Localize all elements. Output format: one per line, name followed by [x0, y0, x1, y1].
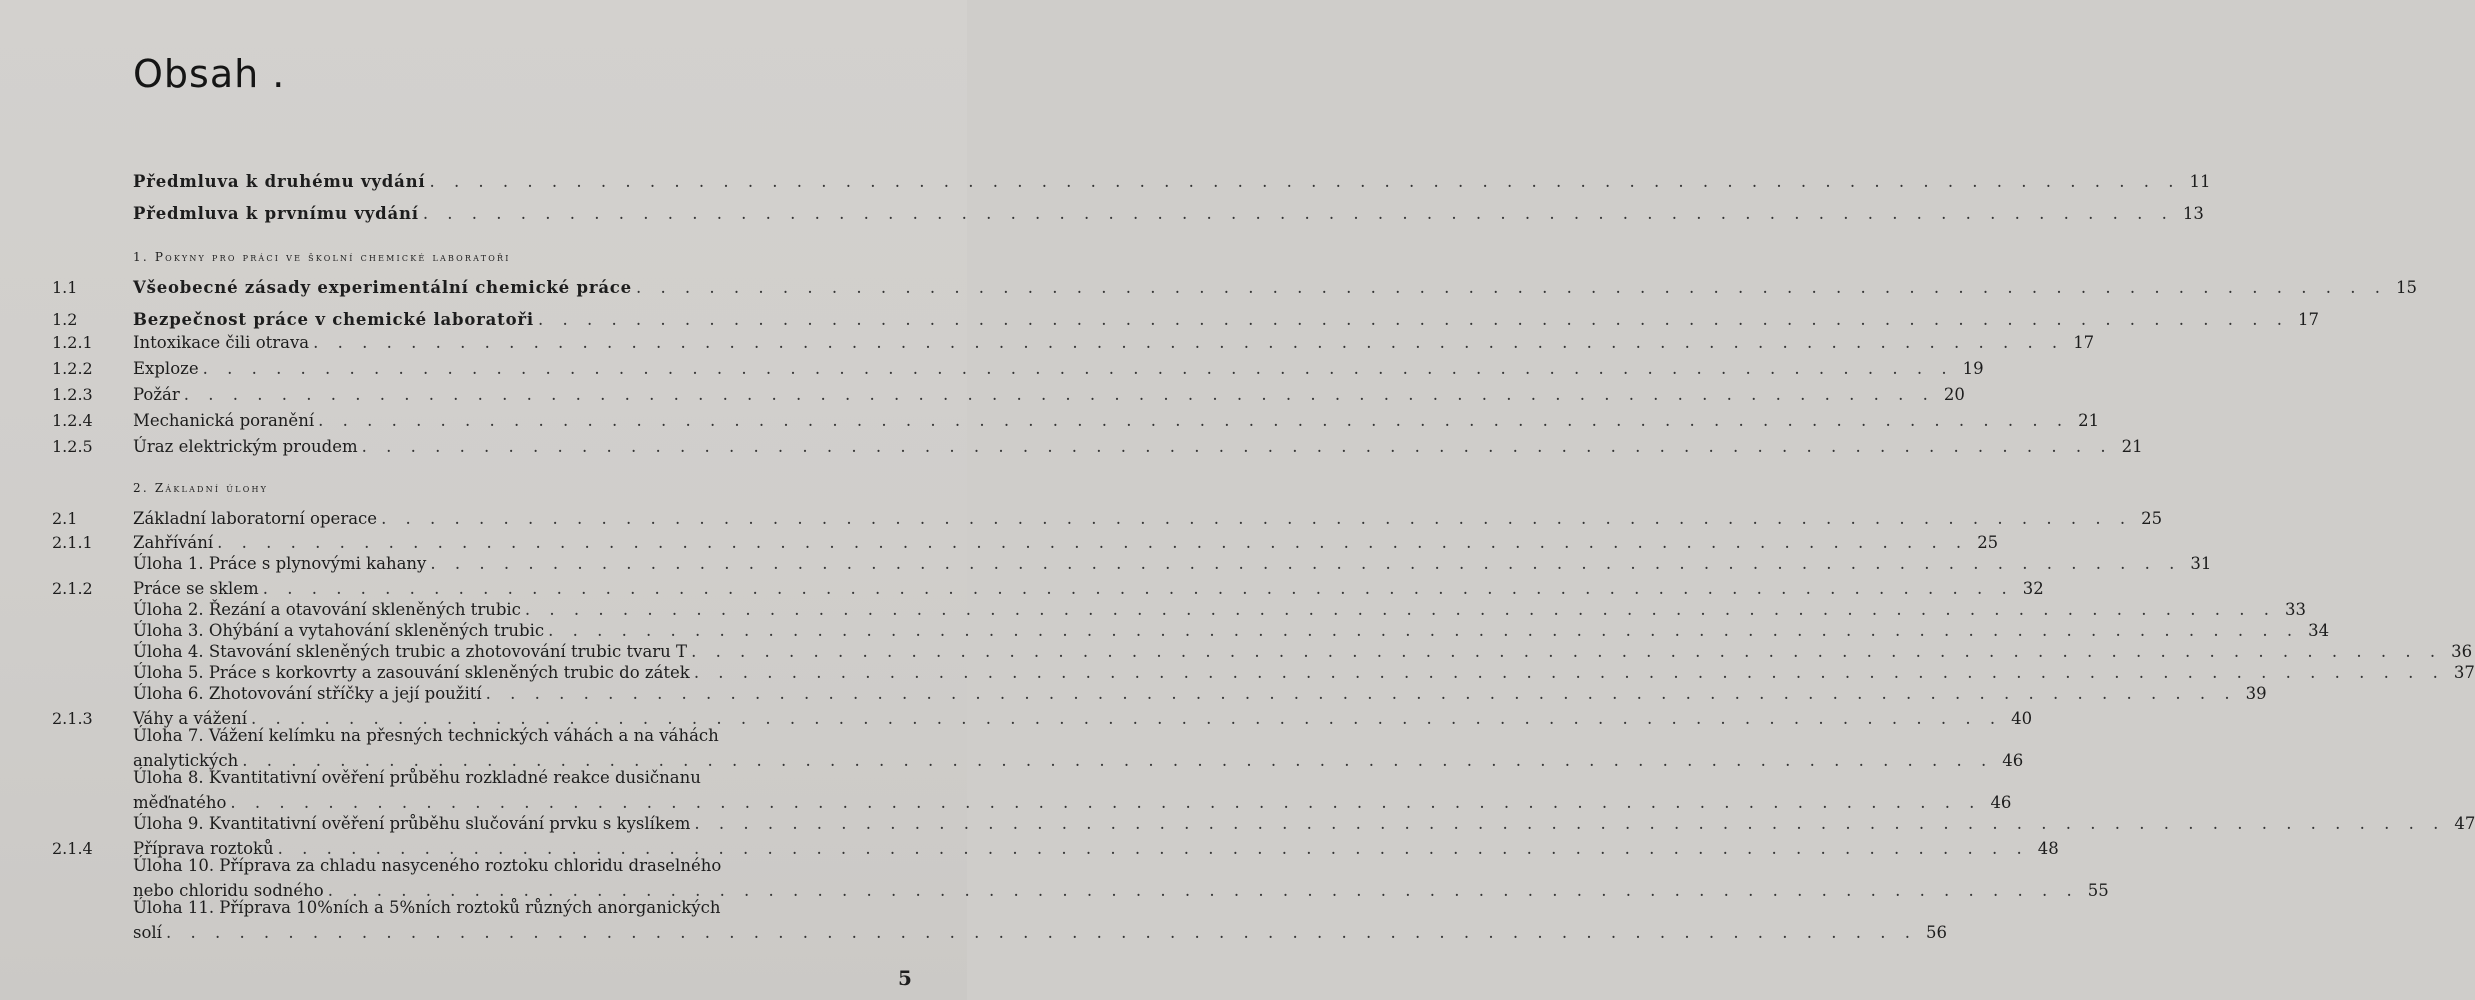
toc-entry-page: 40: [2011, 709, 2033, 728]
dot-leader: . . . . . . . . . . . . . . . . . . . . . . . . . . . . . . . . . . . . . . . . . . . . . . . . . . . . . . . . . . . . . . . . . . . . . . . .: [691, 642, 2443, 661]
toc-entry: [0, 355, 1984, 379]
dot-leader: . . . . . . . . . . . . . . . . . . . . . . . . . . . . . . . . . . . . . . . . . . . . . . . . . . . . . . . . . . . . . . . . . . . . . . . .: [318, 411, 2070, 430]
toc-entry-page: 21: [2121, 437, 2143, 456]
toc-entry-text: Bezpečnost práce v chemické laboratoři: [133, 310, 534, 329]
toc-entry-text: nebo chloridu sodného: [133, 881, 324, 900]
dot-leader: . . . . . . . . . . . . . . . . . . . . . . . . . . . . . . . . . . . . . . . . . . . . . . . . . . . . . . . . . . . . . . . . . . . . . . . .: [183, 385, 1935, 404]
toc-entry-page: 36: [2451, 642, 2473, 661]
dot-leader: . . . . . . . . . . . . . . . . . . . . . . . . . . . . . . . . . . . . . . . . . . . . . . . . . . . . . . . . . . . . . . . . . . . . . . . .: [165, 923, 1917, 942]
dot-leader: . . . . . . . . . . . . . . . . . . . . . . . . . . . . . . . . . . . . . . . . . . . . . . . . . . . . . . . . . . . . . . . . . . . . . . . .: [361, 437, 2113, 456]
toc-entry-text: Úloha 4. Stavování skleněných trubic a zhotovování trubic tvaru T: [133, 642, 688, 661]
toc-entry-page: 15: [2395, 278, 2417, 297]
toc-entry-page: 25: [2141, 509, 2163, 528]
toc-entry-text: měďnatého: [133, 793, 227, 812]
dot-leader: . . . . . . . . . . . . . . . . . . . . . . . . . . . . . . . . . . . . . . . . . . . . . . . . . . . . . . . . . . . . . . . . . . . . . . . .: [485, 684, 2237, 703]
dot-leader: . . . . . . . . . . . . . . . . . . . . . . . . . . . . . . . . . . . . . . . . . . . . . . . . . . . . . . . . . . . . . . . . . . . . . . . .: [242, 751, 1994, 770]
toc-entry-page: 25: [1977, 533, 1999, 552]
dot-leader: . . . . . . . . . . . . . . . . . . . . . . . . . . . . . . . . . . . . . . . . . . . . . . . . . . . . . . . . . . . . . . . . . . . . . . . .: [694, 814, 2446, 833]
toc-entry-page: 37: [2453, 663, 2475, 682]
dot-leader: . . . . . . . . . . . . . . . . . . . . . . . . . . . . . . . . . . . . . . . . . . . . . . . . . . . . . . . . . . . . . . . . . . . . . . . .: [548, 621, 2300, 640]
toc-entry-page: 55: [2087, 881, 2109, 900]
toc-entry-page: 20: [1943, 385, 1965, 404]
toc-entry: [0, 407, 2100, 431]
toc-entry-number: 1.1: [52, 278, 78, 297]
dot-leader: . . . . . . . . . . . . . . . . . . . . . . . . . . . . . . . . . . . . . . . . . . . . . . . . . . . . . . . . . . . . . . . . . . . . . . . .: [537, 310, 2289, 329]
page-title: Obsah .: [133, 52, 286, 96]
toc-entry: [0, 274, 2417, 298]
toc-entry-text: Úloha 5. Práce s korkovrty a zasouvání skleněných trubic do zátek: [133, 663, 690, 682]
toc-entry-text: Úloha 1. Práce s plynovými kahany: [133, 554, 427, 573]
dot-leader: . . . . . . . . . . . . . . . . . . . . . . . . . . . . . . . . . . . . . . . . . . . . . . . . . . . . . . . . . . . . . . . . . . . . . . . .: [422, 204, 2174, 223]
toc-entry-text: Váhy a vážení: [133, 709, 248, 728]
dot-leader: . . . . . . . . . . . . . . . . . . . . . . . . . . . . . . . . . . . . . . . . . . . . . . . . . . . . . . . . . . . . . . . . . . . . . . . .: [313, 333, 2065, 352]
toc-entry-page: 46: [1990, 793, 2012, 812]
toc-entry-text: Úloha 9. Kvantitativní ověření průběhu slučování prvku s kyslíkem: [133, 814, 691, 833]
toc-section-heading: [0, 474, 967, 498]
toc-entry-text: Požár: [133, 385, 180, 404]
toc-entry: [0, 168, 2211, 192]
toc-entry-page: 32: [2022, 579, 2044, 598]
toc-entry-number: 1.2.1: [52, 333, 93, 352]
toc-entry-text: Úloha 11. Příprava 10%ních a 5%ních roztoků různých anorganických: [133, 898, 721, 917]
toc-entry-text: 1. Pokyny pro práci ve školní chemické laboratoři: [133, 250, 511, 264]
toc-entry-text: solí: [133, 923, 162, 942]
toc-entry-number: 1.2.4: [52, 411, 93, 430]
dot-leader: . . . . . . . . . . . . . . . . . . . . . . . . . . . . . . . . . . . . . . . . . . . . . . . . . . . . . . . . . . . . . . . . . . . . . . . .: [429, 172, 2181, 191]
toc-entry: [0, 680, 2267, 704]
toc-entry: [0, 505, 2163, 529]
toc-entry-text: Úloha 6. Zhotovování stříčky a její použití: [133, 684, 482, 703]
toc-entry-text: Základní laboratorní operace: [133, 509, 378, 528]
toc-entry-text: Úloha 8. Kvantitativní ověření průběhu rozkladné reakce dusičnanu: [133, 768, 701, 787]
toc-entry: [0, 200, 2204, 224]
toc-entry-page: 47: [2454, 814, 2475, 833]
toc-entry-text: Zahřívání: [133, 533, 214, 552]
toc-entry-text: Úraz elektrickým proudem: [133, 437, 358, 456]
toc-entry-text: Úloha 2. Řezání a otavování skleněných trubic: [133, 600, 521, 619]
toc-entry-text: Předmluva k prvnímu vydání: [133, 204, 419, 223]
dot-leader: . . . . . . . . . . . . . . . . . . . . . . . . . . . . . . . . . . . . . . . . . . . . . . . . . . . . . . . . . . . . . . . . . . . . . . . .: [430, 554, 2182, 573]
toc-entry-number: 2.1.2: [52, 579, 93, 598]
toc-entry-page: 56: [1926, 923, 1947, 942]
toc-entry-number: 2.1.3: [52, 709, 93, 728]
toc-entry-text: Předmluva k druhému vydání: [133, 172, 426, 191]
toc-entry-text: 2. Základní úlohy: [133, 481, 269, 495]
toc-entry-number: 1.2.3: [52, 385, 93, 404]
toc-section-heading: [0, 243, 967, 267]
dot-leader: . . . . . . . . . . . . . . . . . . . . . . . . . . . . . . . . . . . . . . . . . . . . . . . . . . . . . . . . . . . . . . . . . . . . . . . .: [381, 509, 2133, 528]
dot-leader: . . . . . . . . . . . . . . . . . . . . . . . . . . . . . . . . . . . . . . . . . . . . . . . . . . . . . . . . . . . . . . . . . . . . . . . .: [277, 839, 2029, 858]
dot-leader: . . . . . . . . . . . . . . . . . . . . . . . . . . . . . . . . . . . . . . . . . . . . . . . . . . . . . . . . . . . . . . . . . . . . . . . .: [251, 709, 2003, 728]
toc-entry-page: 39: [2245, 684, 2267, 703]
toc-entry-page: 33: [2284, 600, 2306, 619]
toc-entry: [0, 381, 1965, 405]
dot-leader: . . . . . . . . . . . . . . . . . . . . . . . . . . . . . . . . . . . . . . . . . . . . . . . . . . . . . . . . . . . . . . . . . . . . . . . .: [693, 663, 2445, 682]
toc-entry-text: Práce se sklem: [133, 579, 259, 598]
toc-entry-page: 34: [2308, 621, 2330, 640]
toc-entry-number: 2.1.4: [52, 839, 93, 858]
toc-entry: [0, 306, 2319, 330]
toc-entry-number: 1.2.5: [52, 437, 93, 456]
toc-entry-text: Příprava roztoků: [133, 839, 274, 858]
toc-entry-text: Úloha 3. Ohýbání a vytahování skleněných trubic: [133, 621, 545, 640]
dot-leader: . . . . . . . . . . . . . . . . . . . . . . . . . . . . . . . . . . . . . . . . . . . . . . . . . . . . . . . . . . . . . . . . . . . . . . . .: [524, 600, 2276, 619]
dot-leader: . . . . . . . . . . . . . . . . . . . . . . . . . . . . . . . . . . . . . . . . . . . . . . . . . . . . . . . . . . . . . . . . . . . . . . . .: [635, 278, 2387, 297]
toc-entry-text: Exploze: [133, 359, 199, 378]
toc-entry-page: 46: [2002, 751, 2024, 770]
toc-entry-number: 2.1: [52, 509, 78, 528]
toc-entry: [0, 919, 1947, 943]
toc-entry-page: 31: [2190, 554, 2212, 573]
toc-entry-page: 21: [2078, 411, 2100, 430]
toc-entry-number: 2.1.1: [52, 533, 93, 552]
dot-leader: . . . . . . . . . . . . . . . . . . . . . . . . . . . . . . . . . . . . . . . . . . . . . . . . . . . . . . . . . . . . . . . . . . . . . . . .: [262, 579, 2014, 598]
toc-entry-page: 48: [2037, 839, 2059, 858]
toc-entry-text: Všeobecné zásady experimentální chemické práce: [133, 278, 632, 297]
toc-entry-page: 19: [1962, 359, 1984, 378]
toc-entry: [0, 550, 2212, 574]
toc-entry: [0, 329, 2095, 353]
toc-entry-text: Intoxikace čili otrava: [133, 333, 310, 352]
toc-entry-page: 17: [2298, 310, 2319, 329]
page-number: 5: [898, 966, 912, 990]
toc-entry-text: Úloha 7. Vážení kelímku na přesných technických váhách a na váhách: [133, 726, 719, 745]
dot-leader: . . . . . . . . . . . . . . . . . . . . . . . . . . . . . . . . . . . . . . . . . . . . . . . . . . . . . . . . . . . . . . . . . . . . . . . .: [202, 359, 1954, 378]
toc-entry-text: Mechanická poranění: [133, 411, 315, 430]
toc-entry-text: Úloha 10. Příprava za chladu nasyceného roztoku chloridu draselného: [133, 856, 722, 875]
dot-leader: . . . . . . . . . . . . . . . . . . . . . . . . . . . . . . . . . . . . . . . . . . . . . . . . . . . . . . . . . . . . . . . . . . . . . . . .: [217, 533, 1969, 552]
dot-leader: . . . . . . . . . . . . . . . . . . . . . . . . . . . . . . . . . . . . . . . . . . . . . . . . . . . . . . . . . . . . . . . . . . . . . . . .: [230, 793, 1982, 812]
toc-entry: [0, 433, 2143, 457]
toc-entry-page: 17: [2073, 333, 2095, 352]
toc-entry-text: analytických: [133, 751, 239, 770]
toc-entry: [0, 810, 2475, 834]
toc-entry-number: 1.2.2: [52, 359, 93, 378]
toc-entry-number: 1.2: [52, 310, 78, 329]
toc-entry-page: 13: [2182, 204, 2204, 223]
toc-entry-page: 11: [2189, 172, 2211, 191]
dot-leader: . . . . . . . . . . . . . . . . . . . . . . . . . . . . . . . . . . . . . . . . . . . . . . . . . . . . . . . . . . . . . . . . . . . . . . . .: [327, 881, 2079, 900]
